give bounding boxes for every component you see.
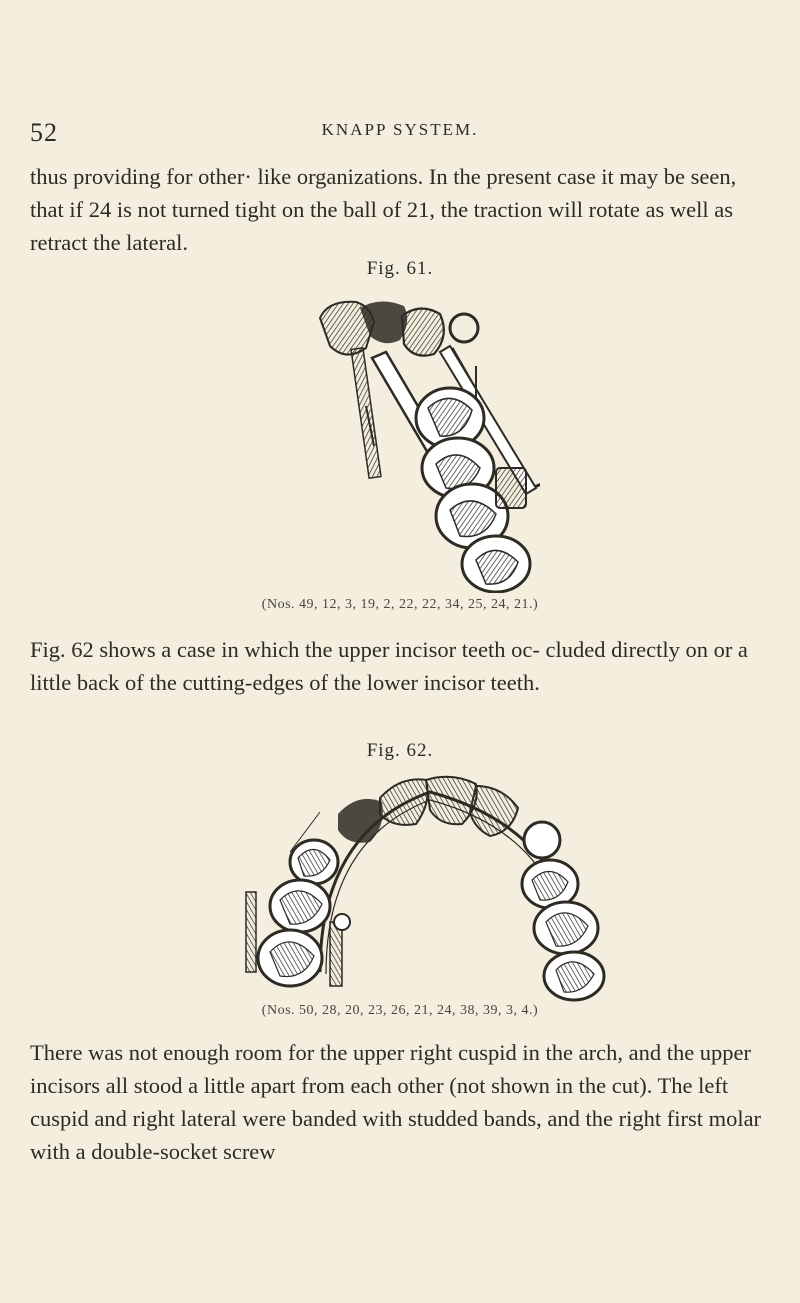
figure-61-label: Fig. 61. <box>366 258 434 279</box>
running-head: KNAPP SYSTEM. <box>321 120 479 139</box>
paragraph-1: thus providing for other· like organizations. In the present case it may be seen, that if 24 is not turned tight on the ball of 21, the traction will rotate as well as retract the lateral. <box>30 164 737 255</box>
figure-61-caption: (Nos. 49, 12, 3, 19, 2, 22, 22, 34, 25, 24, 21.) <box>261 597 539 612</box>
molar-band <box>496 468 526 508</box>
left-screw <box>246 892 256 972</box>
bracket-ring <box>450 314 478 342</box>
right-screw <box>330 922 342 986</box>
incisor-shape <box>426 777 477 824</box>
screw-nut <box>334 914 350 930</box>
cuspid-shape <box>338 799 383 843</box>
figure-62-label: Fig. 62. <box>366 740 434 761</box>
page-number: 52 <box>30 118 58 147</box>
paragraph-2: Fig. 62 shows a case in which the upper incisor teeth oc- cluded directly on or a little back of the cutting-edges of the lower incisor teeth. <box>30 637 748 695</box>
paragraph-3: There was not enough room for the upper right cuspid in the arch, and the upper incisors all stood a little apart from each other (not shown in the cut). The left cuspid and right lateral were banded with studded bands, and the right first molar with a double-socket screw <box>30 1040 762 1164</box>
figure-61-illustration <box>300 288 540 593</box>
tooth-crown <box>402 308 444 355</box>
figure-62-caption: (Nos. 50, 28, 20, 23, 26, 21, 24, 38, 39, 3, 4.) <box>261 1003 539 1018</box>
incisor-shape <box>380 779 428 825</box>
bracket-ring <box>524 822 560 858</box>
figure-62-illustration <box>230 762 630 1002</box>
